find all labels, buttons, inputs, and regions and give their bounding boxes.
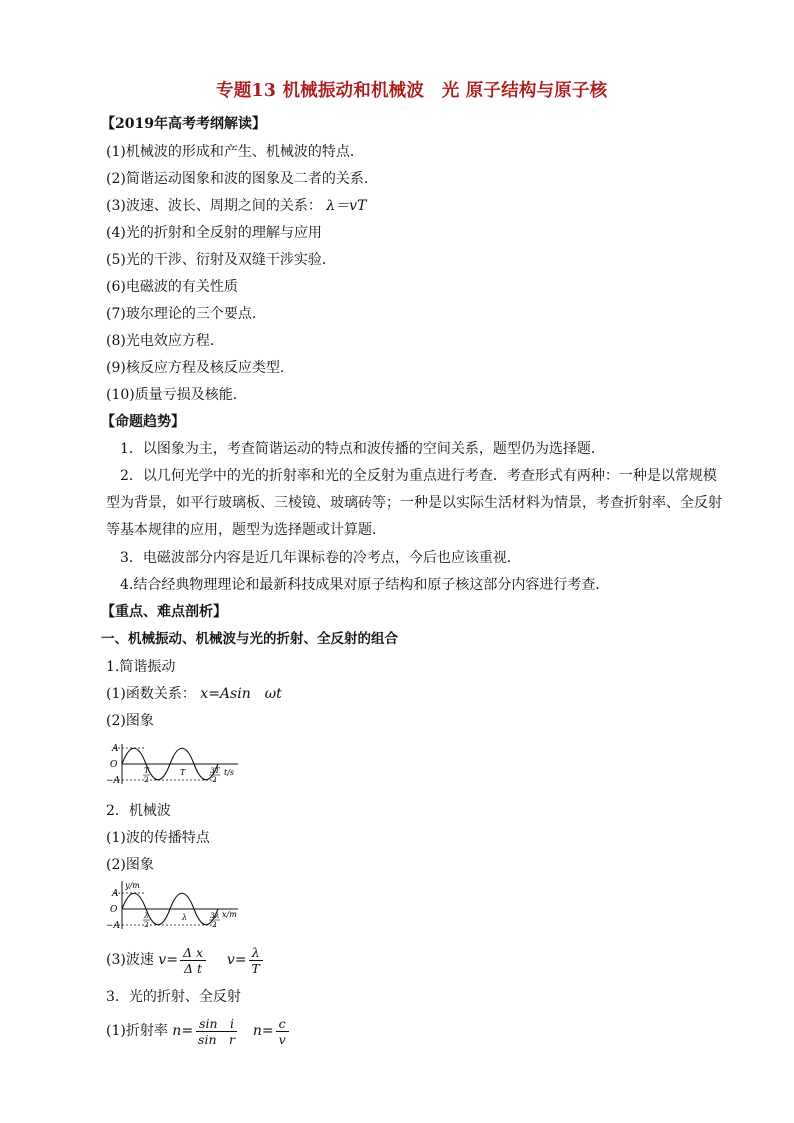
outline-item-3-text: (3)波速、波长、周期之间的关系：: [106, 198, 322, 214]
refraction-fraction-2: [276, 1016, 289, 1047]
fraction-2-numerator: λ: [249, 945, 263, 961]
outline-item-5: (5)光的干涉、衍射及双缝干涉实验．: [106, 252, 336, 268]
wave-graph-label: (2)图象: [106, 857, 154, 873]
fraction-2-denominator: T: [251, 960, 260, 976]
wave-speed-formula: λ＝vT: [326, 198, 367, 214]
refraction-index-prefix: (1)折射率: [106, 1023, 168, 1039]
shm-axis-unit: t/s: [224, 768, 235, 777]
trend-paragraph-1: 1．以图象为主，考查简谐运动的特点和波传播的空间关系，题型仍为选择题．: [120, 441, 605, 457]
shm-function-formula: x=Asin ωt: [200, 686, 282, 702]
fraction-3-denominator: sin r: [198, 1031, 235, 1047]
shm-function-prefix: (1)函数关系：: [106, 686, 196, 702]
trend-heading: 【命题趋势】: [101, 414, 185, 430]
shm-tick-t: T: [180, 768, 186, 777]
outline-item-8: (8)光电效应方程．: [106, 333, 224, 349]
refraction-n-eq-2: n=: [252, 1023, 274, 1039]
shm-graph: [100, 738, 250, 790]
key-subheading: 一、机械振动、机械波与光的折射、全反射的组合: [101, 631, 398, 647]
wave-axis-unit: x/m: [222, 910, 237, 919]
fraction-1-numerator: Δ x: [180, 945, 206, 961]
shm-tick-half-num: T: [144, 766, 150, 775]
outline-item-3: [106, 197, 366, 215]
outline-heading: 【2019年高考考纲解读】: [101, 116, 266, 132]
trend-paragraph-2: 2．以几何光学中的光的折射率和光的全反射为重点进行考查．考查形式有两种：一种是以常规模型为背景，如平行玻璃板、三棱镜、玻璃砖等；一种是以实际生活材料为情景，考查折射率、全反射等基本规律的应用，题型为选择题或计算题．: [106, 468, 722, 538]
wave-tick-3half-num: 3λ: [210, 911, 220, 920]
wave-speed-prefix: (3)波速: [106, 952, 154, 968]
wave-graph: [100, 879, 250, 935]
outline-item-6: (6)电磁波的有关性质: [106, 279, 238, 295]
trend-paragraph-4: 4.结合经典物理理论和最新科技成果对原子结构和原子核这部分内容进行考查．: [120, 577, 610, 593]
wave-label-neg-a: −A: [106, 921, 121, 931]
wave-propagation: (1)波的传播特点: [106, 830, 210, 846]
wave-label-a: A: [112, 889, 119, 899]
refraction-fraction-1: [195, 1016, 238, 1047]
shm-graph-label: (2)图象: [106, 713, 154, 729]
shm-tick-half-den: 2: [144, 775, 149, 784]
shm-function-line: [106, 685, 282, 703]
outline-item-7: (7)玻尔理论的三个要点．: [106, 306, 266, 322]
outline-item-9: (9)核反应方程及核反应类型．: [106, 360, 294, 376]
wave-title: 2．机械波: [106, 803, 171, 819]
shm-label-o: O: [110, 760, 118, 770]
fraction-4-denominator: v: [278, 1031, 286, 1047]
wave-tick-3half-den: 2: [212, 920, 217, 929]
fraction-1-denominator: Δ t: [183, 960, 202, 976]
shm-title: 1.简谐振动: [106, 659, 176, 675]
shm-tick-3half-den: 2: [212, 775, 217, 784]
wave-speed-line: [106, 942, 265, 978]
wave-tick-lambda: λ: [182, 913, 188, 922]
wave-y-label: y/m: [125, 881, 140, 890]
wave-speed-v-eq-2: v=: [226, 952, 247, 968]
wave-tick-half-num: λ: [144, 911, 149, 920]
outline-item-10: (10)质量亏损及核能．: [106, 387, 247, 403]
outline-item-2: (2)简谐运动图象和波的图象及二者的关系．: [106, 171, 378, 187]
fraction-4-numerator: c: [276, 1016, 289, 1032]
shm-tick-3half-num: 3T: [210, 766, 220, 775]
wave-speed-v-eq-1: v=: [158, 952, 178, 968]
outline-item-1: (1)机械波的形成和产生、机械波的特点．: [106, 144, 364, 160]
refraction-title: 3．光的折射、全反射: [106, 989, 241, 1005]
wave-tick-half-den: 2: [144, 920, 149, 929]
wave-label-o: O: [110, 905, 118, 915]
page-title: 专题13 机械振动和机械波 光 原子结构与原子核: [216, 81, 608, 101]
fraction-3-numerator: sin i: [196, 1016, 237, 1032]
wave-speed-fraction-1: [180, 945, 206, 976]
shm-label-a: A: [112, 744, 119, 754]
trend-paragraph-3: 3．电磁波部分内容是近几年课标卷的冷考点，今后也应该重视．: [120, 550, 521, 566]
key-heading: 【重点、难点剖析】: [101, 604, 227, 620]
outline-item-4: (4)光的折射和全反射的理解与应用: [106, 225, 322, 241]
wave-speed-fraction-2: [249, 945, 263, 976]
refraction-index-line: [106, 1012, 291, 1050]
refraction-n-eq-1: n=: [172, 1023, 194, 1039]
shm-label-neg-a: −A: [106, 776, 121, 786]
